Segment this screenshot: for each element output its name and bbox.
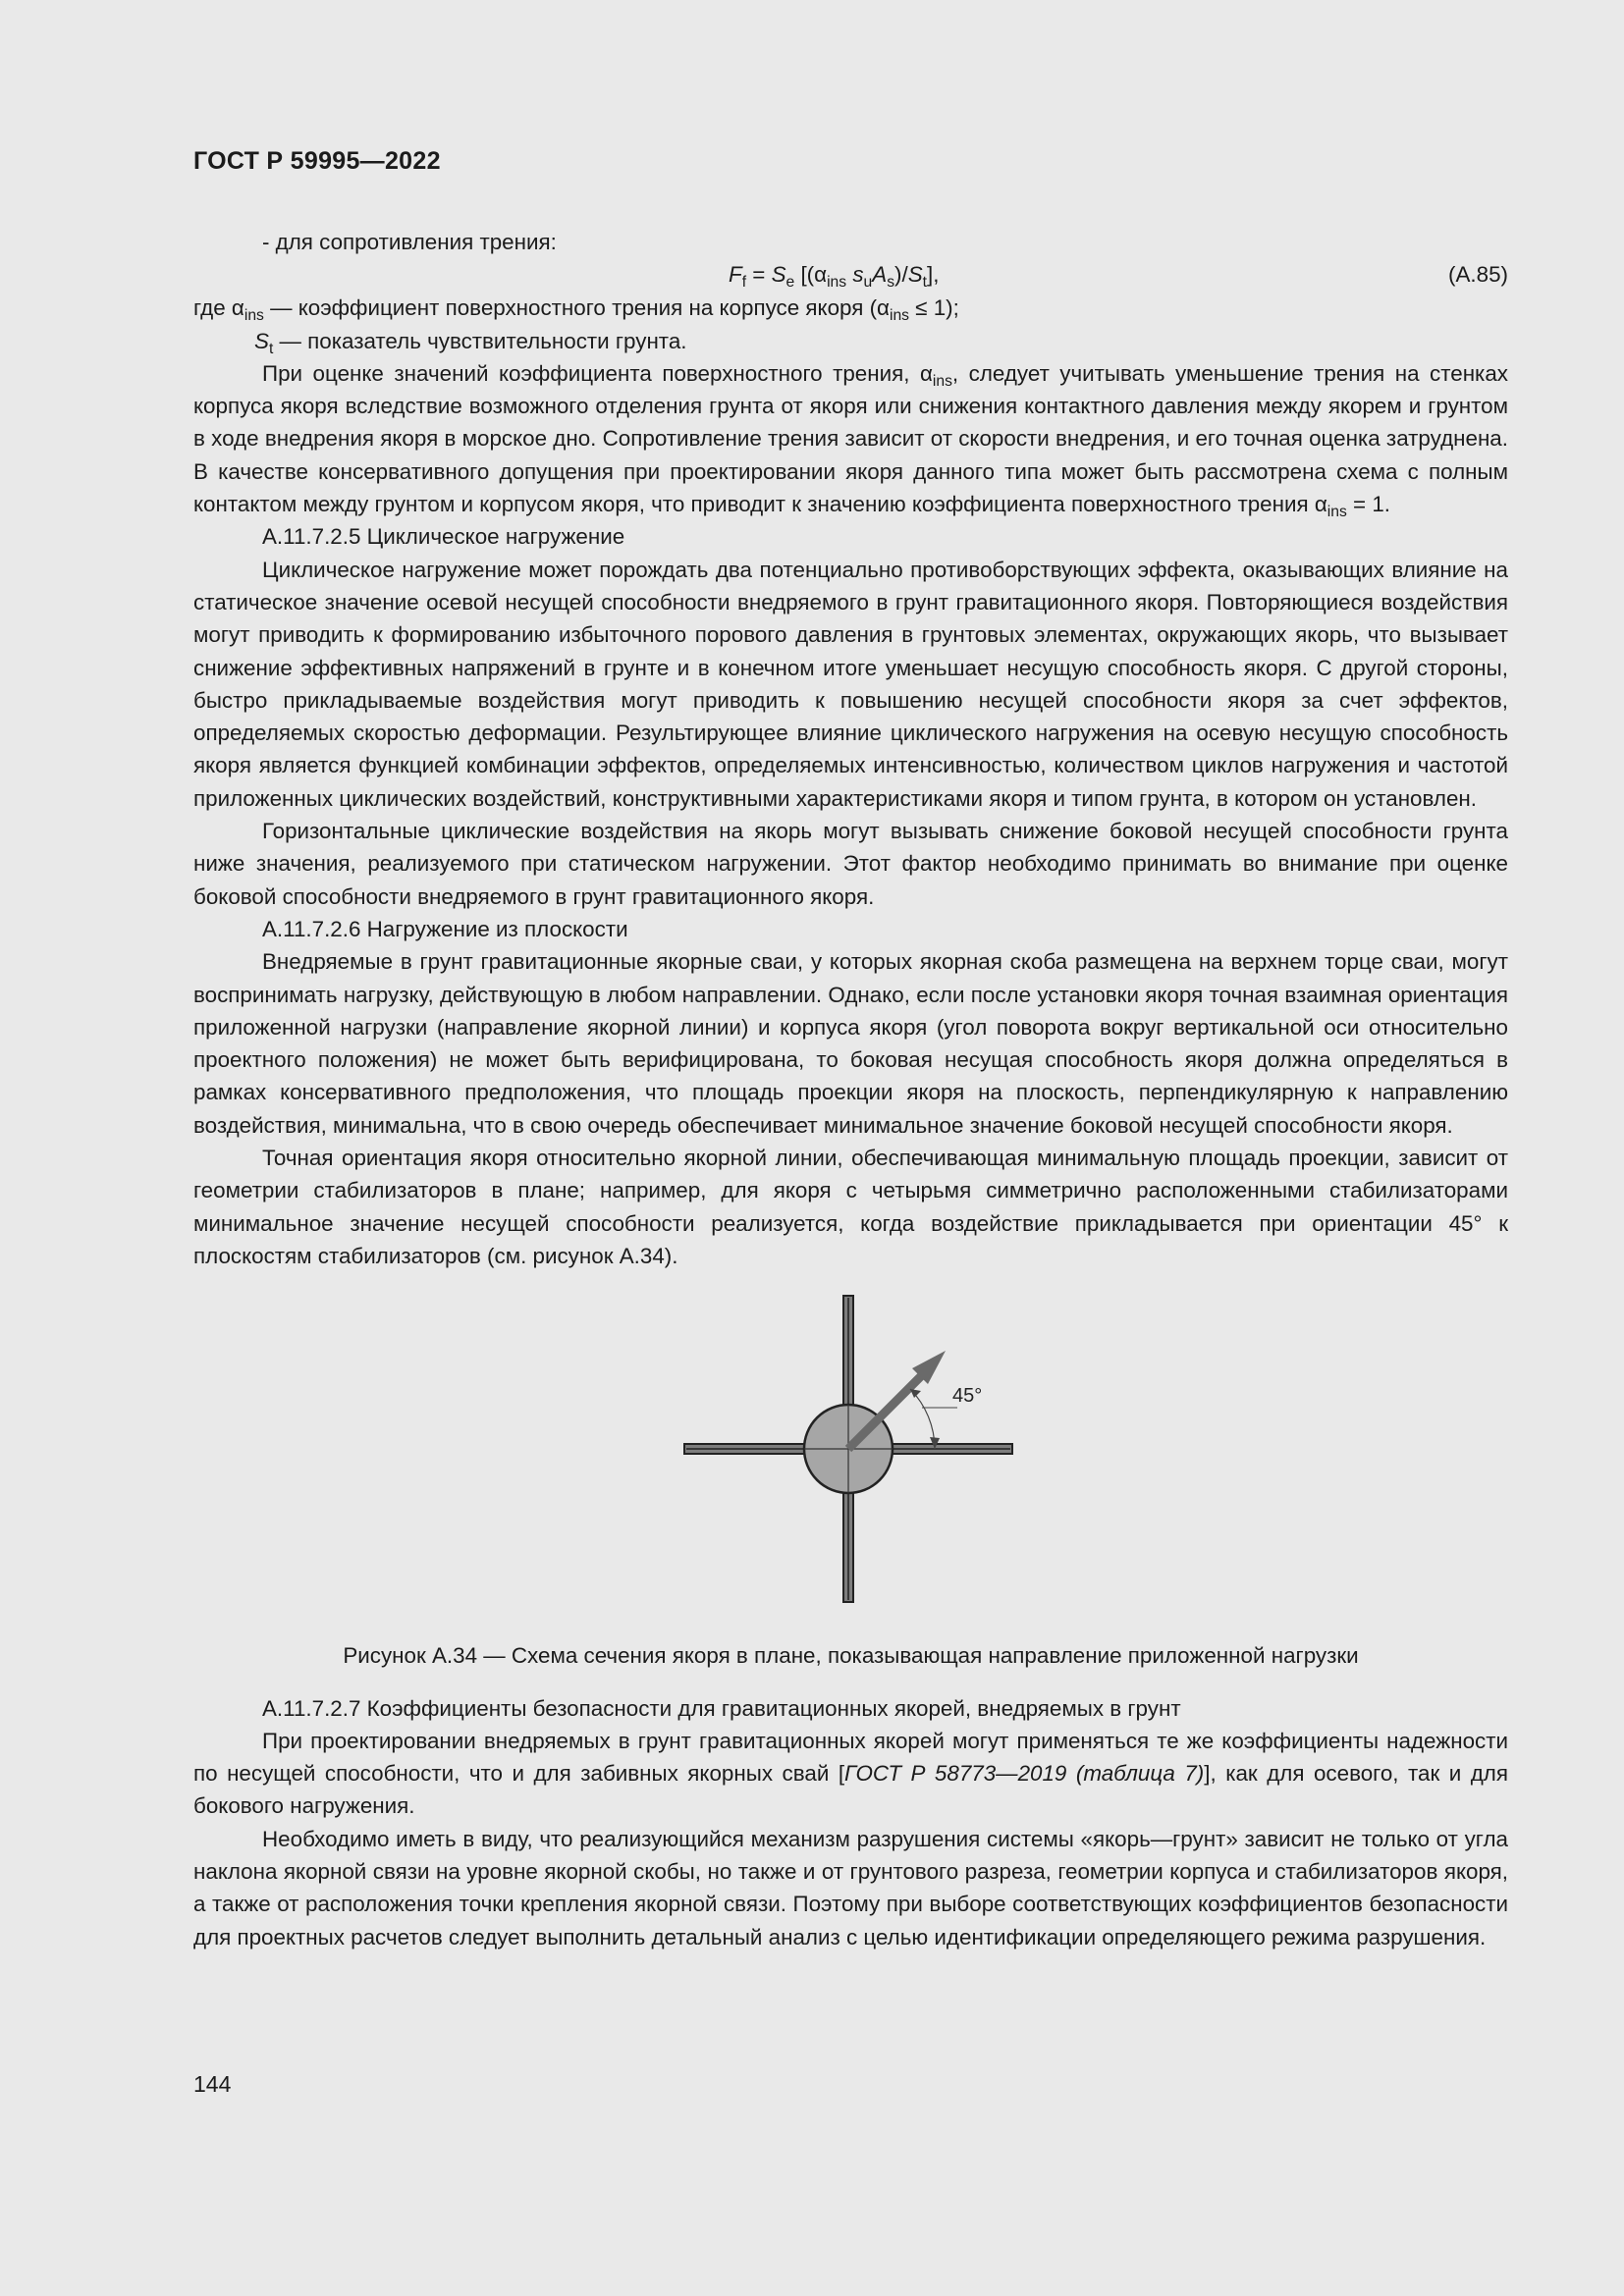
- formula-subscript: ins: [827, 274, 847, 292]
- paragraph-safety-factors: [193, 1725, 1508, 1823]
- para-text: ], как для осевого, так и для бокового нагружения.: [193, 1761, 1508, 1819]
- formula-symbol: s: [852, 262, 864, 288]
- paragraph-horizontal-cyclic: Горизонтальные циклические воздействия на якорь могут вызывать снижение боковой несущей способности грунта ниже значения, реализуемого при статическом нагружении. Этот фактор необходимо принимать во внимание при оценке боковой способности внедряемого в грунт гравитационного якоря.: [193, 819, 1508, 909]
- formula-expression: [729, 258, 939, 291]
- formula-subscript: t: [922, 274, 927, 292]
- document-code-header: ГОСТ Р 59995—2022: [193, 147, 441, 175]
- def-text: ≤ 1);: [909, 295, 959, 321]
- paragraph-friction-coefficient: [193, 357, 1508, 520]
- formula-number: (A.85): [1448, 262, 1508, 288]
- def-text: — показатель чувствительности грунта.: [273, 328, 687, 353]
- load-arrow: [848, 1351, 946, 1449]
- formula-text: )/: [894, 262, 908, 288]
- definition-alpha: [193, 292, 1508, 324]
- formula-text: =: [746, 262, 772, 288]
- def-text: — коэффициент поверхностного трения на корпусе якоря (α: [263, 295, 890, 321]
- para-text: = 1.: [1346, 492, 1390, 517]
- def-text: где α: [193, 295, 244, 321]
- angle-label: 45°: [952, 1385, 983, 1408]
- formula-text: ],: [927, 262, 940, 288]
- figure-caption: Рисунок А.34 — Схема сечения якоря в плане, показывающая направление приложенной нагрузки: [343, 1643, 1359, 1669]
- def-subscript: ins: [244, 307, 264, 325]
- section-heading-a11725: А.11.7.2.5 Циклическое нагружение: [262, 524, 625, 550]
- paragraph-failure-mechanism: Необходимо иметь в виду, что реализующийся механизм разрушения системы «якорь—грунт» зависит не только от угла наклона якорной связи на уровне якорной скобы, но также и от грунтового разреза, геометрии корпуса и стабилизаторов якоря, а также от расположения точки крепления якорной связи. Поэтому при выборе соответствующих коэффициентов безопасности для проектных расчетов следует выполнить детальный анализ с целью идентификации определяющего режима разрушения.: [193, 1826, 1508, 1949]
- anchor-section-diagram: [675, 1294, 1028, 1624]
- para-text: При проектировании внедряемых в грунт гравитационных якорей могут применяться те же коэффициенты надежности по несущей способности, что и для забивных якорных свай [: [193, 1728, 1508, 1787]
- definition-st: [193, 325, 1508, 357]
- angle-arrowhead: [910, 1389, 921, 1398]
- friction-item: - для сопротивления трения:: [262, 230, 557, 254]
- section-heading-a11727: А.11.7.2.7 Коэффициенты безопасности для гравитационных якорей, внедряемых в грунт: [262, 1695, 1181, 1721]
- figure-a34: [193, 1294, 1508, 1624]
- formula-text: [(α: [794, 262, 828, 288]
- formula-subscript: e: [785, 274, 795, 292]
- formula-subscript: f: [741, 274, 747, 292]
- para-subscript: ins: [1326, 504, 1347, 521]
- formula-symbol: S: [907, 262, 923, 288]
- formula-symbol: S: [771, 262, 786, 288]
- paragraph-orientation: Точная ориентация якоря относительно якорной линии, обеспечивающая минимальную площадь проекции, зависит от геометрии стабилизаторов в плане; например, для якоря с четырьмя симметрично расположенными стабилизаторами минимальное значение несущей способности реализуется, когда воздействие прикладывается при ориентации 45° к плоскостям стабилизаторов (см. рисунок А.34).: [193, 1146, 1508, 1268]
- para-text: При оценке значений коэффициента поверхностного трения, α: [262, 360, 933, 386]
- page-number: 144: [193, 2071, 232, 2097]
- para-subscript: ins: [932, 372, 952, 390]
- standard-reference: ГОСТ Р 58773—2019 (таблица 7): [844, 1761, 1205, 1787]
- para-text: , следует учитывать уменьшение трения на стенках корпуса якоря вследствие возможного отделения грунта от якоря или снижения контактного давления между якорем и грунтом в ходе внедрения якоря в морское дно. Сопротивление трения зависит от скорости внедрения, и его точная оценка затруднена. В качестве консервативного допущения при проектировании якоря данного типа может быть рассмотрена схема с полным контактом между грунтом и корпусом якоря, что приводит к значению коэффициента поверхностного трения α: [193, 360, 1508, 517]
- formula-symbol: F: [729, 262, 742, 288]
- def-subscript: t: [268, 340, 274, 357]
- formula-subscript: s: [887, 274, 895, 292]
- def-subscript: ins: [889, 307, 909, 325]
- formula-subscript: u: [863, 274, 873, 292]
- def-symbol: S: [254, 328, 269, 353]
- paragraph-out-of-plane: Внедряемые в грунт гравитационные якорные сваи, у которых якорная скоба размещена на верхнем торце сваи, могут воспринимать нагрузку, действующую в любом направлении. Однако, если после установки якоря точная взаимная ориентация приложенной нагрузки (направление якорной линии) и корпуса якоря (угол поворота вокруг вертикальной оси относительно проектного положения) не может быть верифицирована, то боковая несущая способность якоря должна определяться в рамках консервативного предположения, что площадь проекции якоря на плоскость, перпендикулярную к направлению воздействия, минимальна, что в свою очередь обеспечивает минимальное значение боковой несущей способности якоря.: [193, 949, 1508, 1138]
- formula-symbol: A: [872, 262, 888, 288]
- paragraph-cyclic-loading: Циклическое нагружение может порождать два потенциально противоборствующих эффекта, оказывающих влияние на статическое значение осевой несущей способности внедряемого в грунт гравитационного якоря. Повторяющиеся воздействия могут приводить к формированию избыточного порового давления в грунтовых элементах, окружающих якорь, что вызывает снижение эффективных напряжений в грунте и в конечном итоге уменьшает несущую способность якоря. С другой стороны, быстро прикладываемые воздействия могут приводить к повышению несущей способности якоря за счет эффектов, определяемых скоростью деформации. Результирующее влияние циклического нагружения на осевую несущую способность якоря является функцией комбинации эффектов, определяемых интенсивностью, количеством циклов нагружения и частотой приложенных циклических воздействий, конструктивными характеристиками якоря и типом грунта, в котором он установлен.: [193, 557, 1508, 811]
- page-content: [193, 226, 1508, 1953]
- section-heading-a11726: А.11.7.2.6 Нагружение из плоскости: [262, 916, 628, 941]
- formula-a85: [193, 258, 1508, 292]
